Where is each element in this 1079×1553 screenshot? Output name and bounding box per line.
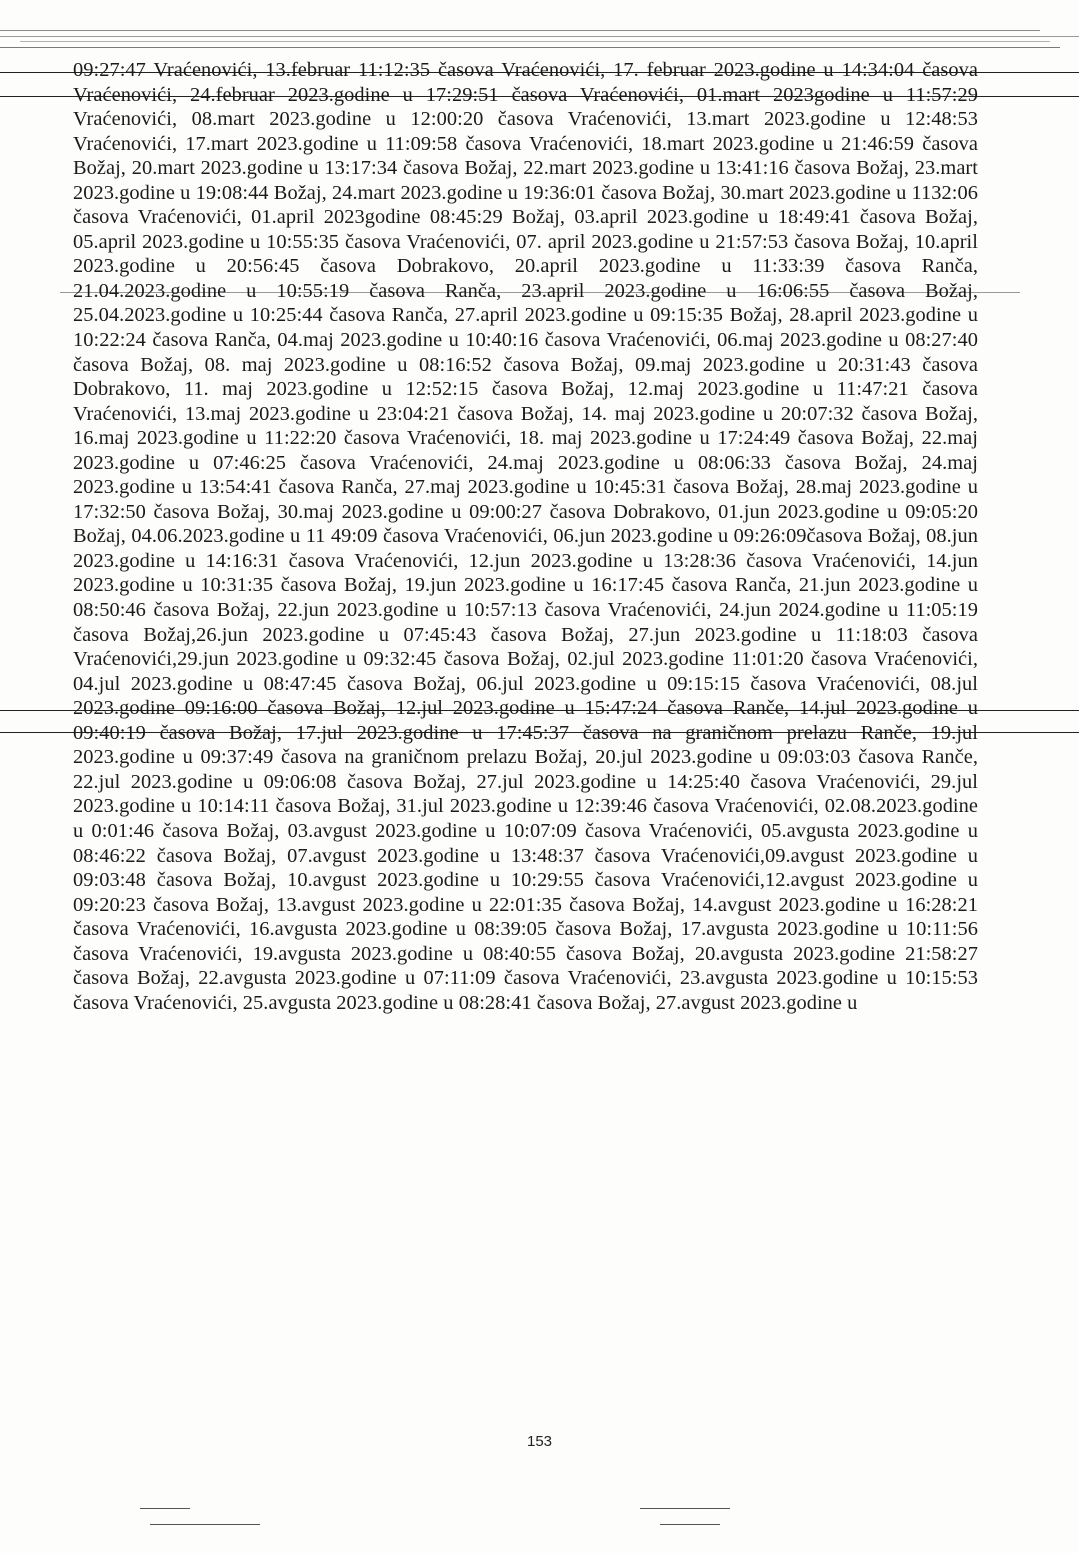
margin-mark [140, 1508, 190, 1509]
scan-line [0, 30, 1040, 31]
margin-mark [150, 1524, 260, 1525]
scan-line [0, 47, 1060, 48]
document-body-text: 09:27:47 Vraćenovići, 13.februar 11:12:35 časova Vraćenovići, 17. februar 2023.godine u 14:34:04 časova Vraćenovići, 24.februar 2023.godine u 17:29:51 časova Vraćenovići, 01.mart 2023godine u 11:57:29 Vraćenovići, 08.mart 2023.godine u 12:00:20 časova Vraćenovići, 13.mart 2023.godine u 12:48:53 Vraćenovići, 17.mart 2023.godine u 11:09:58 časova Vraćenovići, 18.mart 2023.godine u 21:46:59 časova Božaj, 20.mart 2023.godine u 13:17:34 časova Božaj, 22.mart 2023.godine u 13:41:16 časova Božaj, 23.mart 2023.godine u 19:08:44 Božaj, 24.mart 2023.godine u 19:36:01 časova Božaj, 30.mart 2023.godine u 1132:06 časova Vraćenovići, 01.april 2023godine 08:45:29 Božaj, 03.april 2023.godine u 18:49:41 časova Božaj, 05.april 2023.godine u 10:55:35 časova Vraćenovići, 07. april 2023.godine u 21:57:53 časova Božaj, 10.april 2023.godine u 20:56:45 časova Dobrakovo, 20.april 2023.godine u 11:33:39 časova Ranča, 21.04.2023.godine u 10:55:19 časova Ranča, 23.april 2023.godine u 16:06:55 časova Božaj, 25.04.2023.godine u 10:25:44 časova Ranča, 27.april 2023.godine u 09:15:35 Božaj, 28.april 2023.godine u 10:22:24 časova Ranča, 04.maj 2023.godine u 10:40:16 časova Vraćenovići, 06.maj 2023.godine u 08:27:40 časova Božaj, 08. maj 2023.godine u 08:16:52 časova Božaj, 09.maj 2023.godine u 20:31:43 časova Dobrakovo, 11. maj 2023.godine u 12:52:15 časova Božaj, 12.maj 2023.godine u 11:47:21 časova Vraćenovići, 13.maj 2023.godine u 23:04:21 časova Božaj, 14. maj 2023.godine u 20:07:32 časova Božaj, 16.maj 2023.godine u 11:22:20 časova Vraćenovići, 18. maj 2023.godine u 17:24:49 časova Božaj, 22.maj 2023.godine u 07:46:25 časova Vraćenovići, 24.maj 2023.godine u 08:06:33 časova Božaj, 24.maj 2023.godine u 13:54:41 časova Ranča, 27.maj 2023.godine u 10:45:31 časova Božaj, 28.maj 2023.godine u 17:32:50 časova Božaj, 30.maj 2023.godine u 09:00:27 časova Dobrakovo, 01.jun 2023.godine u 09:05:20 Božaj, 04.06.2023.godine u 11 49:09 časova Vraćenovići, 06.jun 2023.godine u 09:26:09časova Božaj, 08.jun 2023.godine u 14:16:31 časova Vraćenovići, 12.jun 2023.godine u 13:28:36 časova Vraćenovići, 14.jun 2023.godine u 10:31:35 časova Božaj, 19.jun 2023.godine u 16:17:45 časova Ranča, 21.jun 2023.godine u 08:50:46 časova Božaj, 22.jun 2023.godine u 10:57:13 časova Vraćenovići, 24.jun 2024.godine u 11:05:19 časova Božaj,26.jun 2023.godine u 07:45:43 časova Božaj, 27.jun 2023.godine u 11:18:03 časova Vraćenovići,29.jun 2023.godine u 09:32:45 časova Božaj, 02.jul 2023.godine 11:01:20 časova Vraćenovići, 04.jul 2023.godine u 08:47:45 časova Božaj, 06.jul 2023.godine u 09:15:15 časova Vraćenovići, 08.jul 2023.godine 09:16:00 časova Božaj, 12.jul 2023.godine u 15:47:24 časova Ranče, 14.jul 2023.godine u 09:40:19 časova Božaj, 17.jul 2023.godine u 17:45:37 časova na graničnom prelazu Ranče, 19.jul 2023.godine u 09:37:49 časova na graničnom prelazu Božaj, 20.jul 2023.godine u 09:03:03 časova Ranče, 22.jul 2023.godine u 09:06:08 časova Božaj, 27.jul 2023.godine u 14:25:40 časova Vraćenovići, 29.jul 2023.godine u 10:14:11 časova Božaj, 31.jul 2023.godine u 12:39:46 časova Vraćenovići, 02.08.2023.godine u 0:01:46 časova Božaj, 03.avgust 2023.godine u 10:07:09 časova Vraćenovići, 05.avgusta 2023.godine u 08:46:22 časova Božaj, 07.avgust 2023.godine u 13:48:37 časova Vraćenovići,09.avgust 2023.godine u 09:03:48 časova Božaj, 10.avgust 2023.godine u 10:29:55 časova Vraćenovići,12.avgust 2023.godine u 09:20:23 časova Božaj, 13.avgust 2023.godine u 22:01:35 časova Božaj, 14.avgust 2023.godine u 16:28:21 časova Vraćenovići, 16.avgusta 2023.godine u 08:39:05 časova Božaj, 17.avgusta 2023.godine u 10:11:56 časova Vraćenovići, 19.avgusta 2023.godine u 08:40:55 časova Božaj, 20.avgusta 2023.godine 21:58:27 časova Božaj, 22.avgusta 2023.godine u 07:11:09 časova Vraćenovići, 23.avgusta 2023.godine u 10:15:53 časova Vraćenovići, 25.avgusta 2023.godine u 08:28:41 časova Božaj, 27.avgust 2023.godine u [73, 59, 978, 1014]
page-number: 153 [526, 1433, 553, 1450]
margin-mark [640, 1508, 730, 1509]
scan-line [20, 41, 1050, 42]
margin-mark [660, 1524, 720, 1525]
scan-line [0, 36, 1079, 37]
